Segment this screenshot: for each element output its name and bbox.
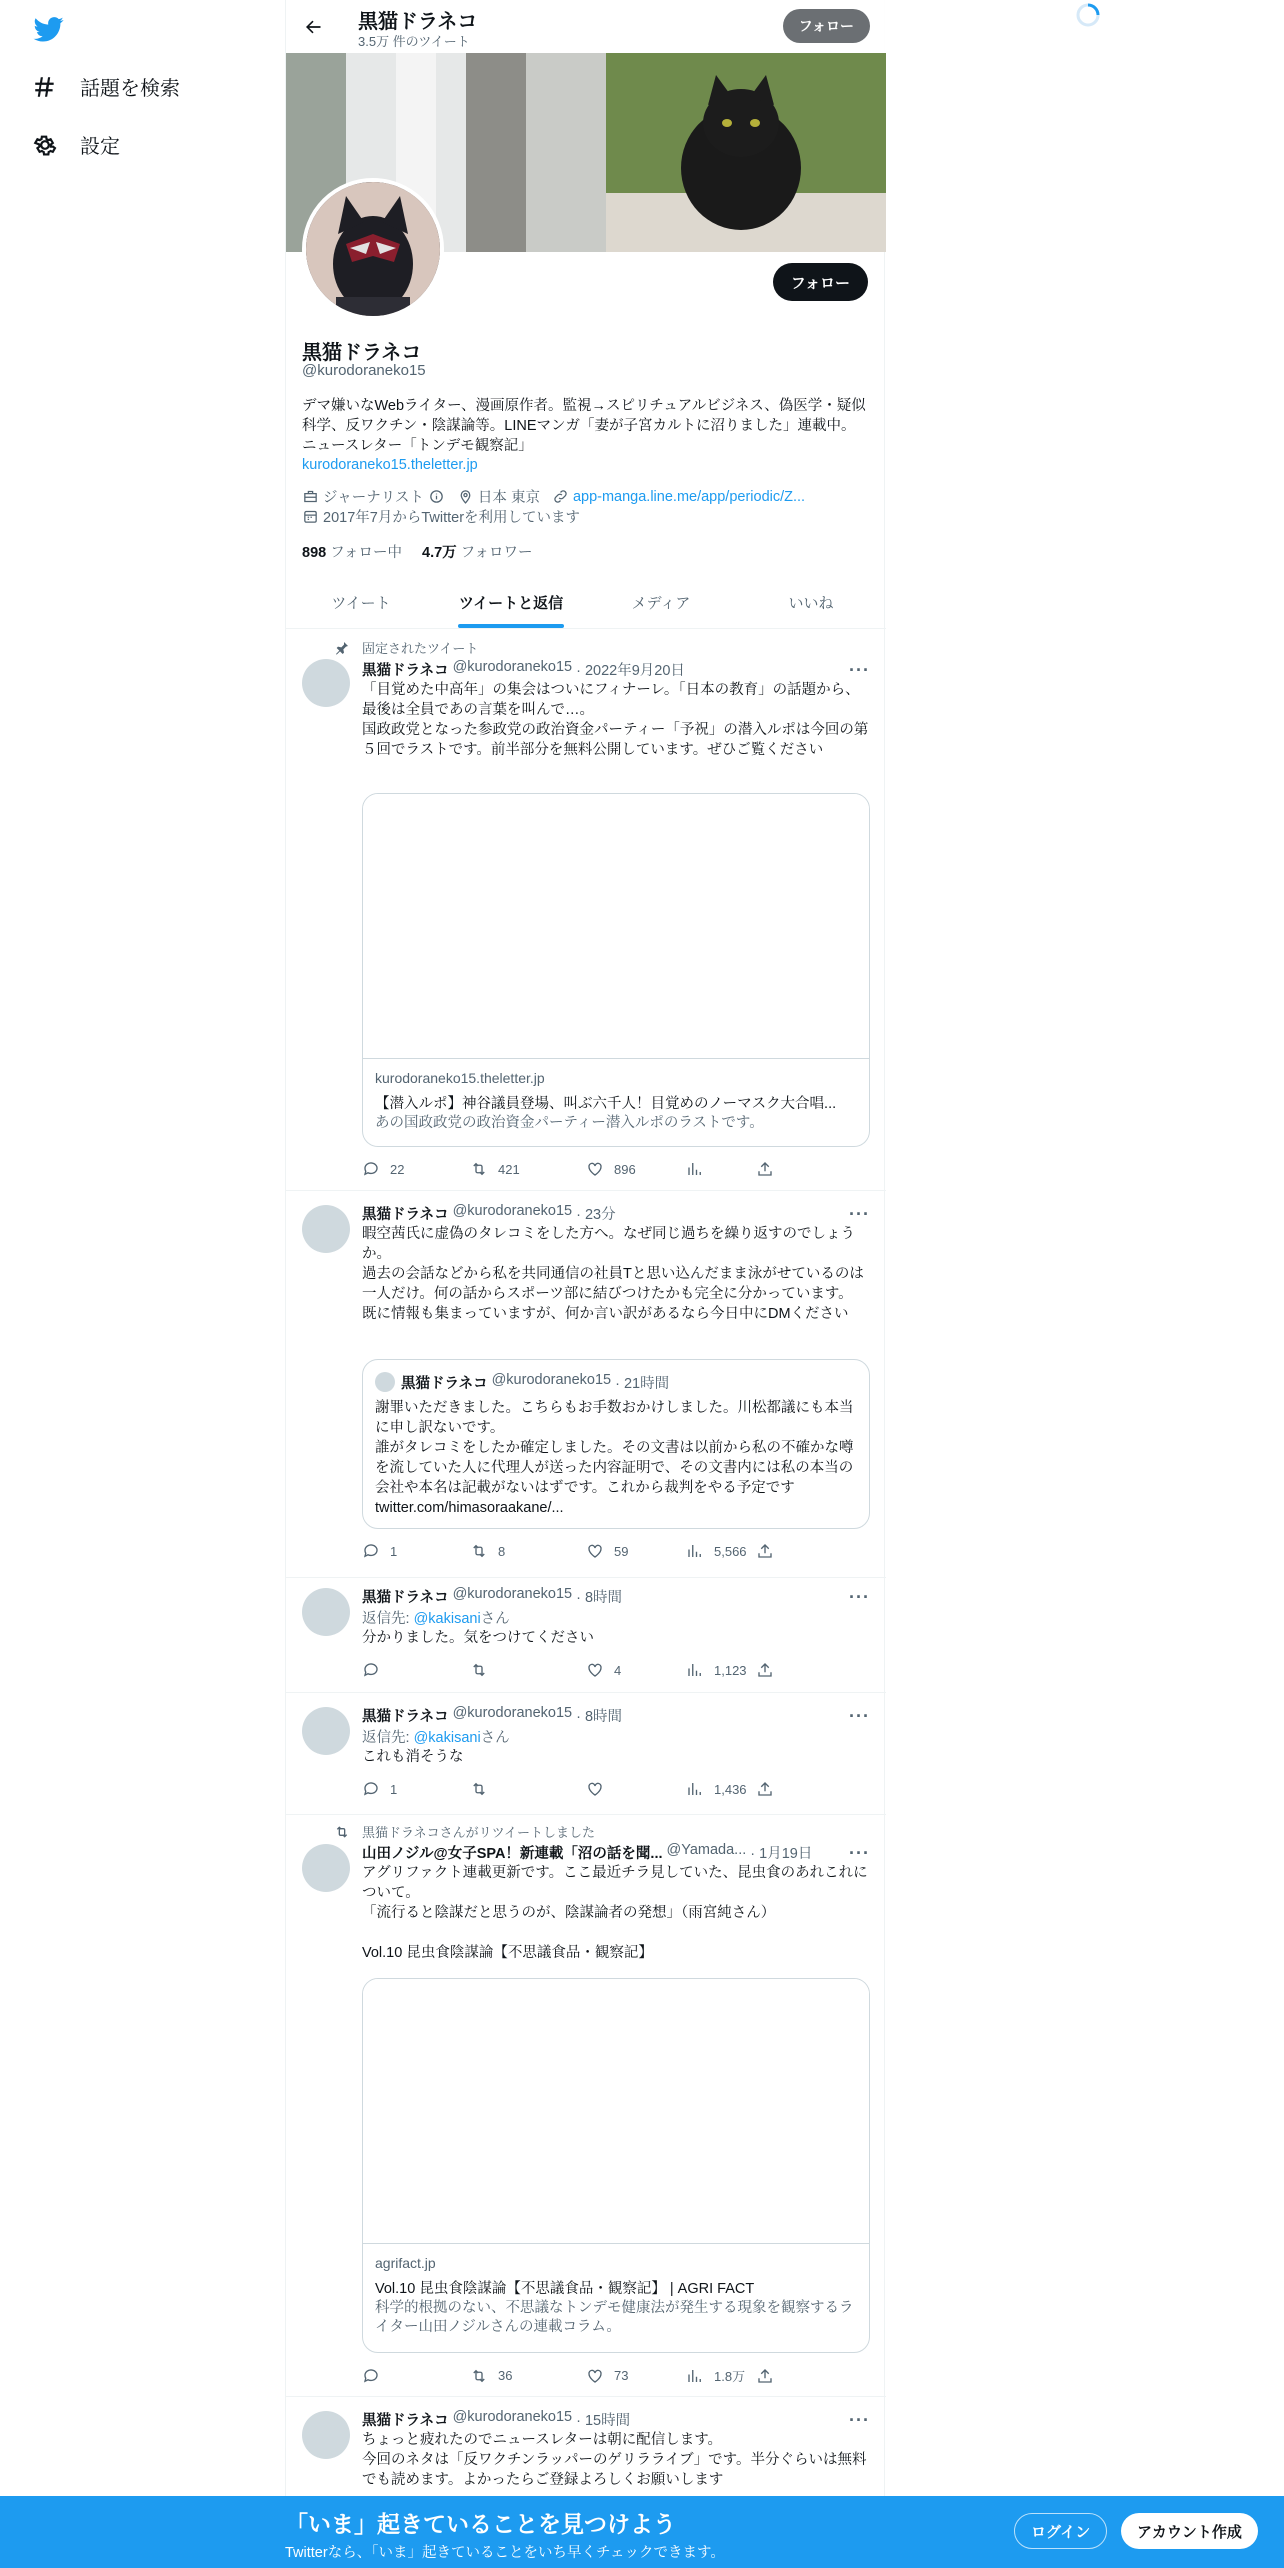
tab-media[interactable]: メディア xyxy=(631,594,691,612)
tweet[interactable] xyxy=(286,1578,886,1693)
views-chart-icon xyxy=(686,1661,704,1679)
tweet-header xyxy=(362,1586,622,1607)
card-title: 【潜入ルポ】神谷議員登場、叫ぶ六千人！目覚めのノーマスク大合唱... xyxy=(375,1096,837,1112)
quote-author-handle: @kurodoraneko15 xyxy=(491,1372,612,1388)
link-card[interactable] xyxy=(362,793,870,1147)
like-count: 896 xyxy=(614,1161,636,1177)
author-handle[interactable]: @Yamada... xyxy=(666,1842,747,1858)
tweet-time[interactable]: · 8時間 xyxy=(576,1709,623,1725)
reply-icon xyxy=(362,1661,380,1679)
tweet-actions xyxy=(362,2366,792,2385)
followers-link[interactable] xyxy=(422,541,532,562)
card-image xyxy=(363,794,869,1059)
link-icon xyxy=(552,488,569,505)
header-follow-button[interactable]: フォロー xyxy=(783,9,870,43)
quote-time: · 21時間 xyxy=(615,1376,670,1392)
reply-button[interactable] xyxy=(362,1160,470,1178)
retweet-count: 8 xyxy=(498,1543,506,1559)
retweet-button[interactable] xyxy=(470,1780,586,1798)
card-description: 科学的根拠のない、不思議なトンデモ健康法が発生する現象を観察するライター山田ノジルさんの連載コラム。 xyxy=(375,2300,854,2335)
retweet-button[interactable] xyxy=(470,1661,586,1679)
author-handle[interactable]: @kurodoraneko15 xyxy=(452,1203,573,1219)
views-button[interactable] xyxy=(686,1542,756,1560)
profile-category-label: ジャーナリスト xyxy=(323,490,424,506)
profile-stats xyxy=(302,541,533,562)
info-icon[interactable] xyxy=(428,488,445,505)
nav-settings-label: 設定 xyxy=(80,136,120,158)
like-button[interactable] xyxy=(586,1780,686,1798)
reply-button[interactable] xyxy=(362,1780,470,1798)
signup-banner-subtitle: Twitterなら、「いま」起きていることをいち早くチェックできます。 xyxy=(285,2545,725,2561)
share-icon xyxy=(756,2367,774,2385)
tweet-text: ちょっと疲れたのでニュースレターは朝に配信します。 今回のネタは「反ワクチンラッパーのゲリラライブ」です。半分ぐらいは無料でも読めます。よかったらご登録よろしくお願いします xyxy=(362,2432,867,2488)
retweet-icon xyxy=(470,1542,488,1560)
author-name[interactable]: 黒猫ドラネコ xyxy=(362,1207,449,1223)
tab-likes[interactable]: いいね xyxy=(788,594,834,612)
card-image xyxy=(363,1979,869,2244)
nav-settings[interactable] xyxy=(32,130,120,159)
signup-button[interactable]: アカウント作成 xyxy=(1121,2513,1258,2549)
hashtag-icon xyxy=(32,74,58,100)
reply-to-prefix: 返信先: xyxy=(362,1730,414,1746)
tweet-header xyxy=(362,659,685,680)
followers-label: フォロワー xyxy=(460,545,533,561)
profile-avatar[interactable] xyxy=(302,178,444,320)
reply-count: 22 xyxy=(390,1161,405,1177)
profile-tabs xyxy=(286,576,886,629)
retweet-button[interactable] xyxy=(470,1160,586,1178)
nav-explore-label: 話題を検索 xyxy=(80,78,180,100)
view-count: 5,566 xyxy=(714,1543,747,1559)
follow-button[interactable]: フォロー xyxy=(773,263,868,301)
heart-icon xyxy=(586,1780,604,1798)
share-button[interactable] xyxy=(756,2366,774,2385)
following-label: フォロー中 xyxy=(330,545,403,561)
profile-joined xyxy=(302,506,580,527)
author-name[interactable]: 黒猫ドラネコ xyxy=(362,1590,449,1606)
views-chart-icon xyxy=(686,1780,704,1798)
retweet-icon xyxy=(470,1160,488,1178)
profile-name: 黒猫ドラネコ xyxy=(302,342,422,364)
share-icon xyxy=(756,1542,774,1560)
tweet-actions xyxy=(362,1661,792,1679)
following-link[interactable] xyxy=(302,541,402,562)
retweet-button[interactable] xyxy=(470,1542,586,1560)
arrow-left-icon xyxy=(303,17,323,37)
tweet-text: 分かりました。気をつけてください xyxy=(362,1630,594,1646)
heart-icon xyxy=(586,1160,604,1178)
more-options-icon[interactable]: ··· xyxy=(849,1204,870,1224)
tweet-time[interactable]: · 2022年9月20日 xyxy=(576,663,685,679)
profile-location xyxy=(457,486,540,507)
reply-icon xyxy=(362,1160,380,1178)
card-description: あの国政政党の政治資金パーティー潜入ルポのラストです。 xyxy=(375,1115,764,1131)
profile-bio-link[interactable]: kurodoraneko15.theletter.jp xyxy=(302,457,478,473)
more-options-icon[interactable]: ··· xyxy=(849,1587,870,1607)
reply-icon xyxy=(362,1780,380,1798)
tweet-time[interactable]: · 8時間 xyxy=(576,1590,623,1606)
calendar-icon xyxy=(302,508,319,525)
profile-meta xyxy=(302,486,817,507)
author-name[interactable]: 山田ノジル@女子SPA！新連載「沼の話を聞... xyxy=(362,1846,663,1862)
quote-text: 謝罪いただきました。こちらもお手数おかけしました。川松都議にも本当に申し訳ないです。 誰がタレコミをしたか確定しました。その文書は以前から私の不確かな噂を流していた人に代理人が送った内容証明で、その文書内には私の本当の会社や本名は記載がないはずです。これから裁判をやる予定です twitter.com/himasoraakane/... xyxy=(375,1400,854,1516)
heart-icon xyxy=(586,1542,604,1560)
tweet-header xyxy=(362,2409,630,2430)
pin-icon xyxy=(334,640,350,656)
reply-icon xyxy=(362,2367,380,2385)
avatar[interactable] xyxy=(302,1844,350,1892)
more-options-icon[interactable]: ··· xyxy=(849,1706,870,1726)
views-button[interactable] xyxy=(686,1780,756,1798)
avatar[interactable] xyxy=(302,1588,350,1636)
like-button[interactable] xyxy=(586,1542,686,1560)
retweet-context xyxy=(362,1822,595,1841)
views-button[interactable] xyxy=(686,2366,756,2385)
pinned-context xyxy=(362,638,478,657)
retweet-count: 36 xyxy=(498,2368,513,2383)
retweet-context-label[interactable]: 黒猫ドラネコさんがリツイートしました xyxy=(362,1825,595,1840)
quote-tweet[interactable] xyxy=(362,1359,870,1529)
tweet-text: アグリファクト連載更新です。ここ最近チラ見していた、昆虫食のあれこれについて。 「流行ると陰謀だと思うのが、陰謀論者の発想」（雨宮純さん） Vol.10 昆虫食陰謀論【不思議食品・観察記】 xyxy=(362,1865,868,1961)
tweet-text: 暇空茜氏に虚偽のタレコミをした方へ。なぜ同じ過ちを繰り返すのでしょうか。 過去の会話などから私を共同通信の社員Tと思い込んだまま泳がせているのは一人だけ。何の話からスポーツ部に結びつけたかも完全に分かっています。 既に情報も集まっていますが、何か言い訳があるなら今日中にDMください xyxy=(362,1226,864,1322)
author-name[interactable]: 黒猫ドラネコ xyxy=(362,663,449,679)
share-icon xyxy=(756,1780,774,1798)
header-tweet-count: 3.5万 件のツイート xyxy=(358,34,470,49)
views-button[interactable] xyxy=(686,1661,756,1679)
tweet[interactable] xyxy=(286,1191,886,1578)
author-handle[interactable]: @kurodoraneko15 xyxy=(452,1705,573,1721)
following-count: 898 xyxy=(302,545,327,561)
retweet-count: 421 xyxy=(498,1161,520,1177)
tweet-text: これも消そうな xyxy=(362,1749,464,1765)
reply-count: 1 xyxy=(390,1781,398,1797)
author-handle[interactable]: @kurodoraneko15 xyxy=(452,1586,573,1602)
tweet-time[interactable]: · 23分 xyxy=(576,1207,616,1223)
heart-icon xyxy=(586,2367,604,2385)
author-handle[interactable]: @kurodoraneko15 xyxy=(452,2409,573,2425)
gear-icon xyxy=(32,132,58,158)
like-count: 73 xyxy=(614,2368,629,2383)
more-options-icon[interactable]: ··· xyxy=(849,660,870,680)
tweet[interactable] xyxy=(286,1693,886,1815)
nav-explore[interactable] xyxy=(32,72,180,101)
reply-button[interactable] xyxy=(362,1661,470,1679)
tab-tweets[interactable]: ツイート xyxy=(331,594,391,612)
reply-to-mention[interactable]: @kakisani xyxy=(413,1611,481,1627)
profile-url[interactable] xyxy=(552,488,805,505)
signup-banner xyxy=(0,2496,1284,2568)
tweet-actions xyxy=(362,1542,792,1560)
reply-to-prefix: 返信先: xyxy=(362,1611,414,1627)
tweet-header xyxy=(362,1705,622,1726)
profile-category xyxy=(302,486,445,507)
share-button[interactable] xyxy=(756,1542,774,1560)
views-button[interactable] xyxy=(686,1160,756,1178)
like-count: 4 xyxy=(614,1662,622,1678)
view-count: 1.8万 xyxy=(714,2369,746,2384)
quote-author-name: 黒猫ドラネコ xyxy=(401,1376,488,1392)
twitter-logo-icon[interactable] xyxy=(32,14,66,44)
tweet-time[interactable]: · 15時間 xyxy=(576,2413,631,2429)
author-name[interactable]: 黒猫ドラネコ xyxy=(362,2413,449,2429)
profile-joined-label: 2017年7月からTwitterを利用しています xyxy=(323,510,581,526)
views-chart-icon xyxy=(686,1160,704,1178)
briefcase-icon xyxy=(302,488,319,505)
author-handle[interactable]: @kurodoraneko15 xyxy=(452,659,573,675)
tweet-time[interactable]: · 1月19日 xyxy=(750,1846,813,1862)
tweet-header xyxy=(362,1203,616,1224)
tweet[interactable] xyxy=(286,629,886,1191)
back-button[interactable] xyxy=(298,12,328,42)
tweet-actions xyxy=(362,1780,792,1798)
profile-url-link[interactable]: app-manga.line.me/app/periodic/Z... xyxy=(572,488,806,505)
loading-spinner-icon xyxy=(1075,2,1101,28)
followers-count: 4.7万 xyxy=(422,545,457,561)
views-chart-icon xyxy=(686,2367,704,2385)
card-domain: kurodoraneko15.theletter.jp xyxy=(375,1070,545,1086)
tab-tweets-and-replies[interactable]: ツイートと返信 xyxy=(436,576,586,628)
like-button[interactable] xyxy=(586,2366,686,2385)
retweet-icon xyxy=(470,1780,488,1798)
tweet-text: 「目覚めた中高年」の集会はついにフィナーレ。「日本の教育」の話題から、最後は全員であの言葉を叫んで…。 国政政党となった参政党の政治資金パーティー「予祝」の潜入ルポは今回の第５回でラストです。前半部分を無料公開しています。ぜひご覧ください xyxy=(362,682,869,758)
author-name[interactable]: 黒猫ドラネコ xyxy=(362,1709,449,1725)
more-options-icon[interactable]: ··· xyxy=(849,2410,870,2430)
tweet[interactable] xyxy=(286,1815,886,2397)
views-chart-icon xyxy=(686,1542,704,1560)
profile-handle: @kurodoraneko15 xyxy=(302,362,426,379)
profile-location-label: 日本 東京 xyxy=(477,490,540,506)
pinned-label: 固定されたツイート xyxy=(362,641,479,656)
retweet-icon xyxy=(470,1661,488,1679)
reply-to-mention[interactable]: @kakisani xyxy=(413,1730,481,1746)
retweet-button[interactable] xyxy=(470,2366,586,2385)
heart-icon xyxy=(586,1661,604,1679)
login-button[interactable]: ログイン xyxy=(1014,2513,1107,2549)
share-icon xyxy=(756,1160,774,1178)
avatar[interactable] xyxy=(302,1707,350,1755)
reply-to xyxy=(362,1726,510,1747)
share-icon xyxy=(756,1661,774,1679)
reply-icon xyxy=(362,1542,380,1560)
reply-button[interactable] xyxy=(362,1542,470,1560)
main-column xyxy=(285,0,885,2568)
reply-to-suffix: さん xyxy=(480,1611,510,1627)
card-title: Vol.10 昆虫食陰謀論【不思議食品・観察記】 | AGRI FACT xyxy=(375,2281,755,2297)
signup-banner-title: 「いま」起きていることを見つけよう xyxy=(285,2511,676,2537)
tweet-header xyxy=(362,1842,812,1863)
profile-header-bar xyxy=(286,0,886,53)
like-count: 59 xyxy=(614,1543,629,1559)
view-count: 1,436 xyxy=(714,1781,747,1797)
link-card[interactable] xyxy=(362,1978,870,2353)
retweet-icon xyxy=(334,1824,350,1840)
like-button[interactable] xyxy=(586,1661,686,1679)
location-pin-icon xyxy=(457,488,474,505)
reply-count: 1 xyxy=(390,1543,398,1559)
reply-to-suffix: さん xyxy=(480,1730,510,1746)
tweet-actions xyxy=(362,1160,792,1178)
share-button[interactable] xyxy=(756,1780,774,1798)
avatar[interactable] xyxy=(302,2411,350,2459)
more-options-icon[interactable]: ··· xyxy=(849,1843,870,1863)
share-button[interactable] xyxy=(756,1160,774,1178)
quote-avatar xyxy=(375,1372,395,1392)
avatar-image xyxy=(306,182,440,316)
header-title: 黒猫ドラネコ xyxy=(358,11,478,33)
reply-button[interactable] xyxy=(362,2366,470,2385)
quote-header xyxy=(401,1372,669,1393)
card-domain: agrifact.jp xyxy=(375,2255,436,2271)
like-button[interactable] xyxy=(586,1160,686,1178)
share-button[interactable] xyxy=(756,1661,774,1679)
retweet-icon xyxy=(470,2367,488,2385)
avatar[interactable] xyxy=(302,1205,350,1253)
profile-bio: デマ嫌いなWebライター、漫画原作者。監視→スピリチュアルビジネス、偽医学・疑似科学、反ワクチン・陰謀論等。LINEマンガ「妻が子宮カルトに沼りました」連載中。ニュースレター「トンデモ観察記」 xyxy=(302,398,866,454)
reply-to xyxy=(362,1607,510,1628)
view-count: 1,123 xyxy=(714,1662,747,1678)
avatar[interactable] xyxy=(302,659,350,707)
